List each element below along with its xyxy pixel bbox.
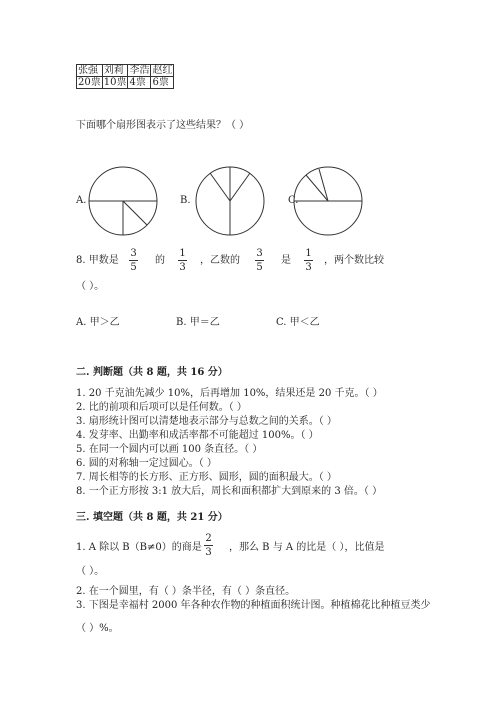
choice-a: A. 甲＞乙 bbox=[76, 317, 120, 328]
fraction-3-5 bbox=[129, 248, 138, 273]
fraction-bar bbox=[129, 260, 138, 261]
pie-chart-option-a bbox=[87, 165, 159, 237]
choice-b: B. 甲＝乙 bbox=[176, 317, 220, 328]
table-cell-votes: 10票 bbox=[103, 77, 127, 88]
table-cell-name: 李浩 bbox=[129, 65, 150, 76]
fraction-numerator: 3 bbox=[256, 248, 263, 259]
option-a-label: A. bbox=[76, 195, 87, 206]
question-8-mid: ，乙数的 bbox=[200, 255, 240, 266]
question-7-prompt: 下面哪个扇形图表示了这些结果？（ ） bbox=[76, 120, 250, 131]
fill-q1-tail: ，那么 B 与 A 的比是（ ），比值是 bbox=[229, 542, 385, 553]
fraction-denominator: 5 bbox=[130, 262, 137, 273]
fraction-bar bbox=[304, 260, 313, 261]
judge-item: 6. 圆的对称轴一定过圆心。（ ） bbox=[76, 458, 217, 469]
question-8-shi: 是 bbox=[281, 255, 291, 266]
fraction-bar bbox=[255, 260, 264, 261]
judge-item: 8. 一个正方形按 3:1 放大后，周长和面积都扩大到原来的 3 倍。（ ） bbox=[76, 486, 383, 497]
fraction-denominator: 3 bbox=[305, 262, 312, 273]
fraction-1-3 bbox=[178, 248, 187, 273]
fraction-2-3 bbox=[204, 533, 213, 558]
judge-item: 4. 发芽率、出勤率和成活率都不可能超过 100%。（ ） bbox=[76, 430, 319, 441]
fraction-1-3 bbox=[304, 248, 313, 273]
fraction-denominator: 3 bbox=[179, 262, 186, 273]
fraction-numerator: 3 bbox=[130, 248, 137, 259]
fraction-denominator: 5 bbox=[256, 262, 263, 273]
judge-item: 3. 扇形统计图可以清楚地表示部分与总数之间的关系。（ ） bbox=[76, 416, 337, 427]
table-row bbox=[77, 77, 174, 89]
judge-item: 1. 20 千克油先减少 10%，后再增加 10%，结果还是 20 千克。（ ） bbox=[76, 388, 383, 399]
table-cell-votes: 20票 bbox=[78, 77, 101, 88]
table-cell-votes: 4票 bbox=[128, 77, 151, 89]
fill-q3: 3. 下图是幸福村 2000 年各种农作物的种植面积统计图。种植棉花比种植豆类少 bbox=[76, 600, 431, 611]
fill-q1-blank: （ ）。 bbox=[76, 566, 105, 577]
section-2-heading: 二. 判断题（共 8 题，共 16 分） bbox=[76, 367, 228, 378]
question-8-blank: （ ）。 bbox=[76, 281, 105, 292]
judge-item: 2. 比的前项和后项可以是任何数。（ ） bbox=[76, 402, 247, 413]
fraction-bar bbox=[204, 545, 213, 546]
judge-item: 7. 周长相等的长方形、正方形、圆形，圆的面积最大。（ ） bbox=[76, 472, 337, 483]
section-3-heading: 三. 填空题（共 8 题，共 21 分） bbox=[76, 512, 228, 523]
fraction-numerator: 2 bbox=[205, 533, 212, 544]
option-b-label: B. bbox=[180, 195, 191, 206]
table-cell-name: 刘莉 bbox=[102, 65, 128, 77]
fill-q2: 2. 在一个圆里，有（ ）条半径，有（ ）条直径。 bbox=[76, 586, 296, 597]
fill-q1-lead: 1. A 除以 B（B≠0）的商是 bbox=[76, 542, 202, 553]
fraction-denominator: 3 bbox=[205, 547, 212, 558]
fraction-numerator: 1 bbox=[305, 248, 312, 259]
table-cell-votes: 6票 bbox=[151, 77, 174, 89]
table-row bbox=[77, 65, 174, 77]
fraction-numerator: 1 bbox=[179, 248, 186, 259]
fill-q3-blank: （ ）%。 bbox=[76, 623, 119, 634]
fraction-bar bbox=[178, 260, 187, 261]
pie-chart-option-c bbox=[292, 165, 364, 237]
fraction-3-5 bbox=[255, 248, 264, 273]
judge-item: 5. 在同一个圆内可以画 100 条直径。（ ） bbox=[76, 444, 263, 455]
pie-chart-option-b bbox=[194, 165, 266, 237]
question-8-de: 的 bbox=[155, 255, 165, 266]
question-8-tail: ，两个数比较 bbox=[324, 255, 384, 266]
question-8-lead: 8. 甲数是 bbox=[76, 255, 119, 266]
vote-table bbox=[76, 64, 174, 89]
table-cell-name: 张强 bbox=[77, 65, 103, 77]
option-c-label: C. bbox=[288, 195, 299, 206]
table-cell-name: 赵红 bbox=[152, 65, 173, 76]
choice-c: C. 甲＜乙 bbox=[276, 317, 320, 328]
